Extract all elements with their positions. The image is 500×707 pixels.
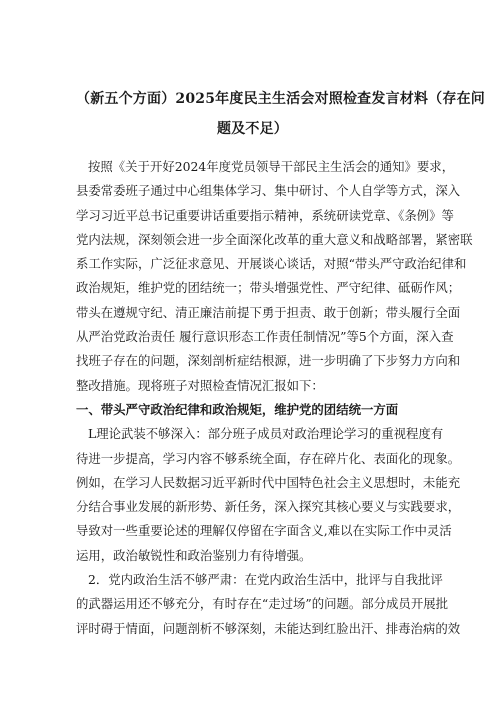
- body-line: 分结合事业发展的新形势、新任务，深入探究其核心要义与实践要求，: [76, 499, 461, 515]
- body-line: 2．党内政治生活不够严肃：在党内政治生活中，批评与自我批评: [88, 572, 443, 588]
- document-title: [76, 84, 485, 144]
- body-line: 系工作实际，广泛征求意见、开展谈心谈话，对照“带头严守政治纪律和: [76, 256, 467, 272]
- document-body: [76, 155, 473, 641]
- body-line: 带头在遵规守纪、清正廉洁前提下勇于担责、敢于创新；带头履行全面: [76, 304, 461, 320]
- body-line: 从严治党政治责任 履行意识形态工作责任制情况”等5个方面，深入查: [76, 329, 454, 345]
- body-line: 按照《关于开好2024年度党员领导干部民主生活会的通知》要求，: [88, 159, 455, 174]
- title-line-1: （新五个方面）2025年度民主生活会对照检查发言材料（存在问: [76, 91, 485, 107]
- body-line: 的武器运用还不够充分，有时存在“走过场”的问题。部分成员开展批: [76, 596, 448, 612]
- body-line: 例如，在学习人民数据习近平新时代中国特色社会主义思想时，未能充: [76, 474, 461, 490]
- body-line: 学习习近平总书记重要讲话重要指示精神，系统研读党章、《条例》等: [76, 207, 454, 223]
- body-line: 党内法规，深刻领会进一步全面深化改革的重大意义和战略部署，紧密联: [76, 231, 473, 247]
- body-line: 评时碍于情面，问题剖析不够深刻，未能达到红脸出汗、排毒治病的效: [76, 620, 461, 636]
- section-heading: 一、带头严守政治纪律和政治规矩，维护党的团结统一方面: [76, 401, 399, 417]
- body-line: 运用，政治敏锐性和政治鉴别力有待增强。: [76, 547, 312, 563]
- title-line-2: 题及不足）: [217, 121, 288, 137]
- body-line: 县委常委班子通过中心组集体学习、集中研讨、个人自学等方式，深入: [76, 183, 461, 199]
- body-line: 导致对一些重要论述的理解仅停留在字面含义,难以在实际工作中灵活: [76, 523, 452, 539]
- body-line: 找班子存在的问题，深刻剖析症结根源，进一步明确了下步努力方向和: [76, 353, 461, 369]
- body-line: 政治规矩，维护党的团结统一；带头增强党性、严守纪律、砥砺作风；: [76, 280, 461, 296]
- body-line: 待进一步提高，学习内容不够系统全面，存在碎片化、表面化的现象。: [76, 450, 461, 466]
- body-line: 整改措施。现将班子对照检查情况汇报如下：: [76, 377, 324, 393]
- body-line: L理论武装不够深入：部分班子成员对政治理论学习的重视程度有: [88, 426, 444, 442]
